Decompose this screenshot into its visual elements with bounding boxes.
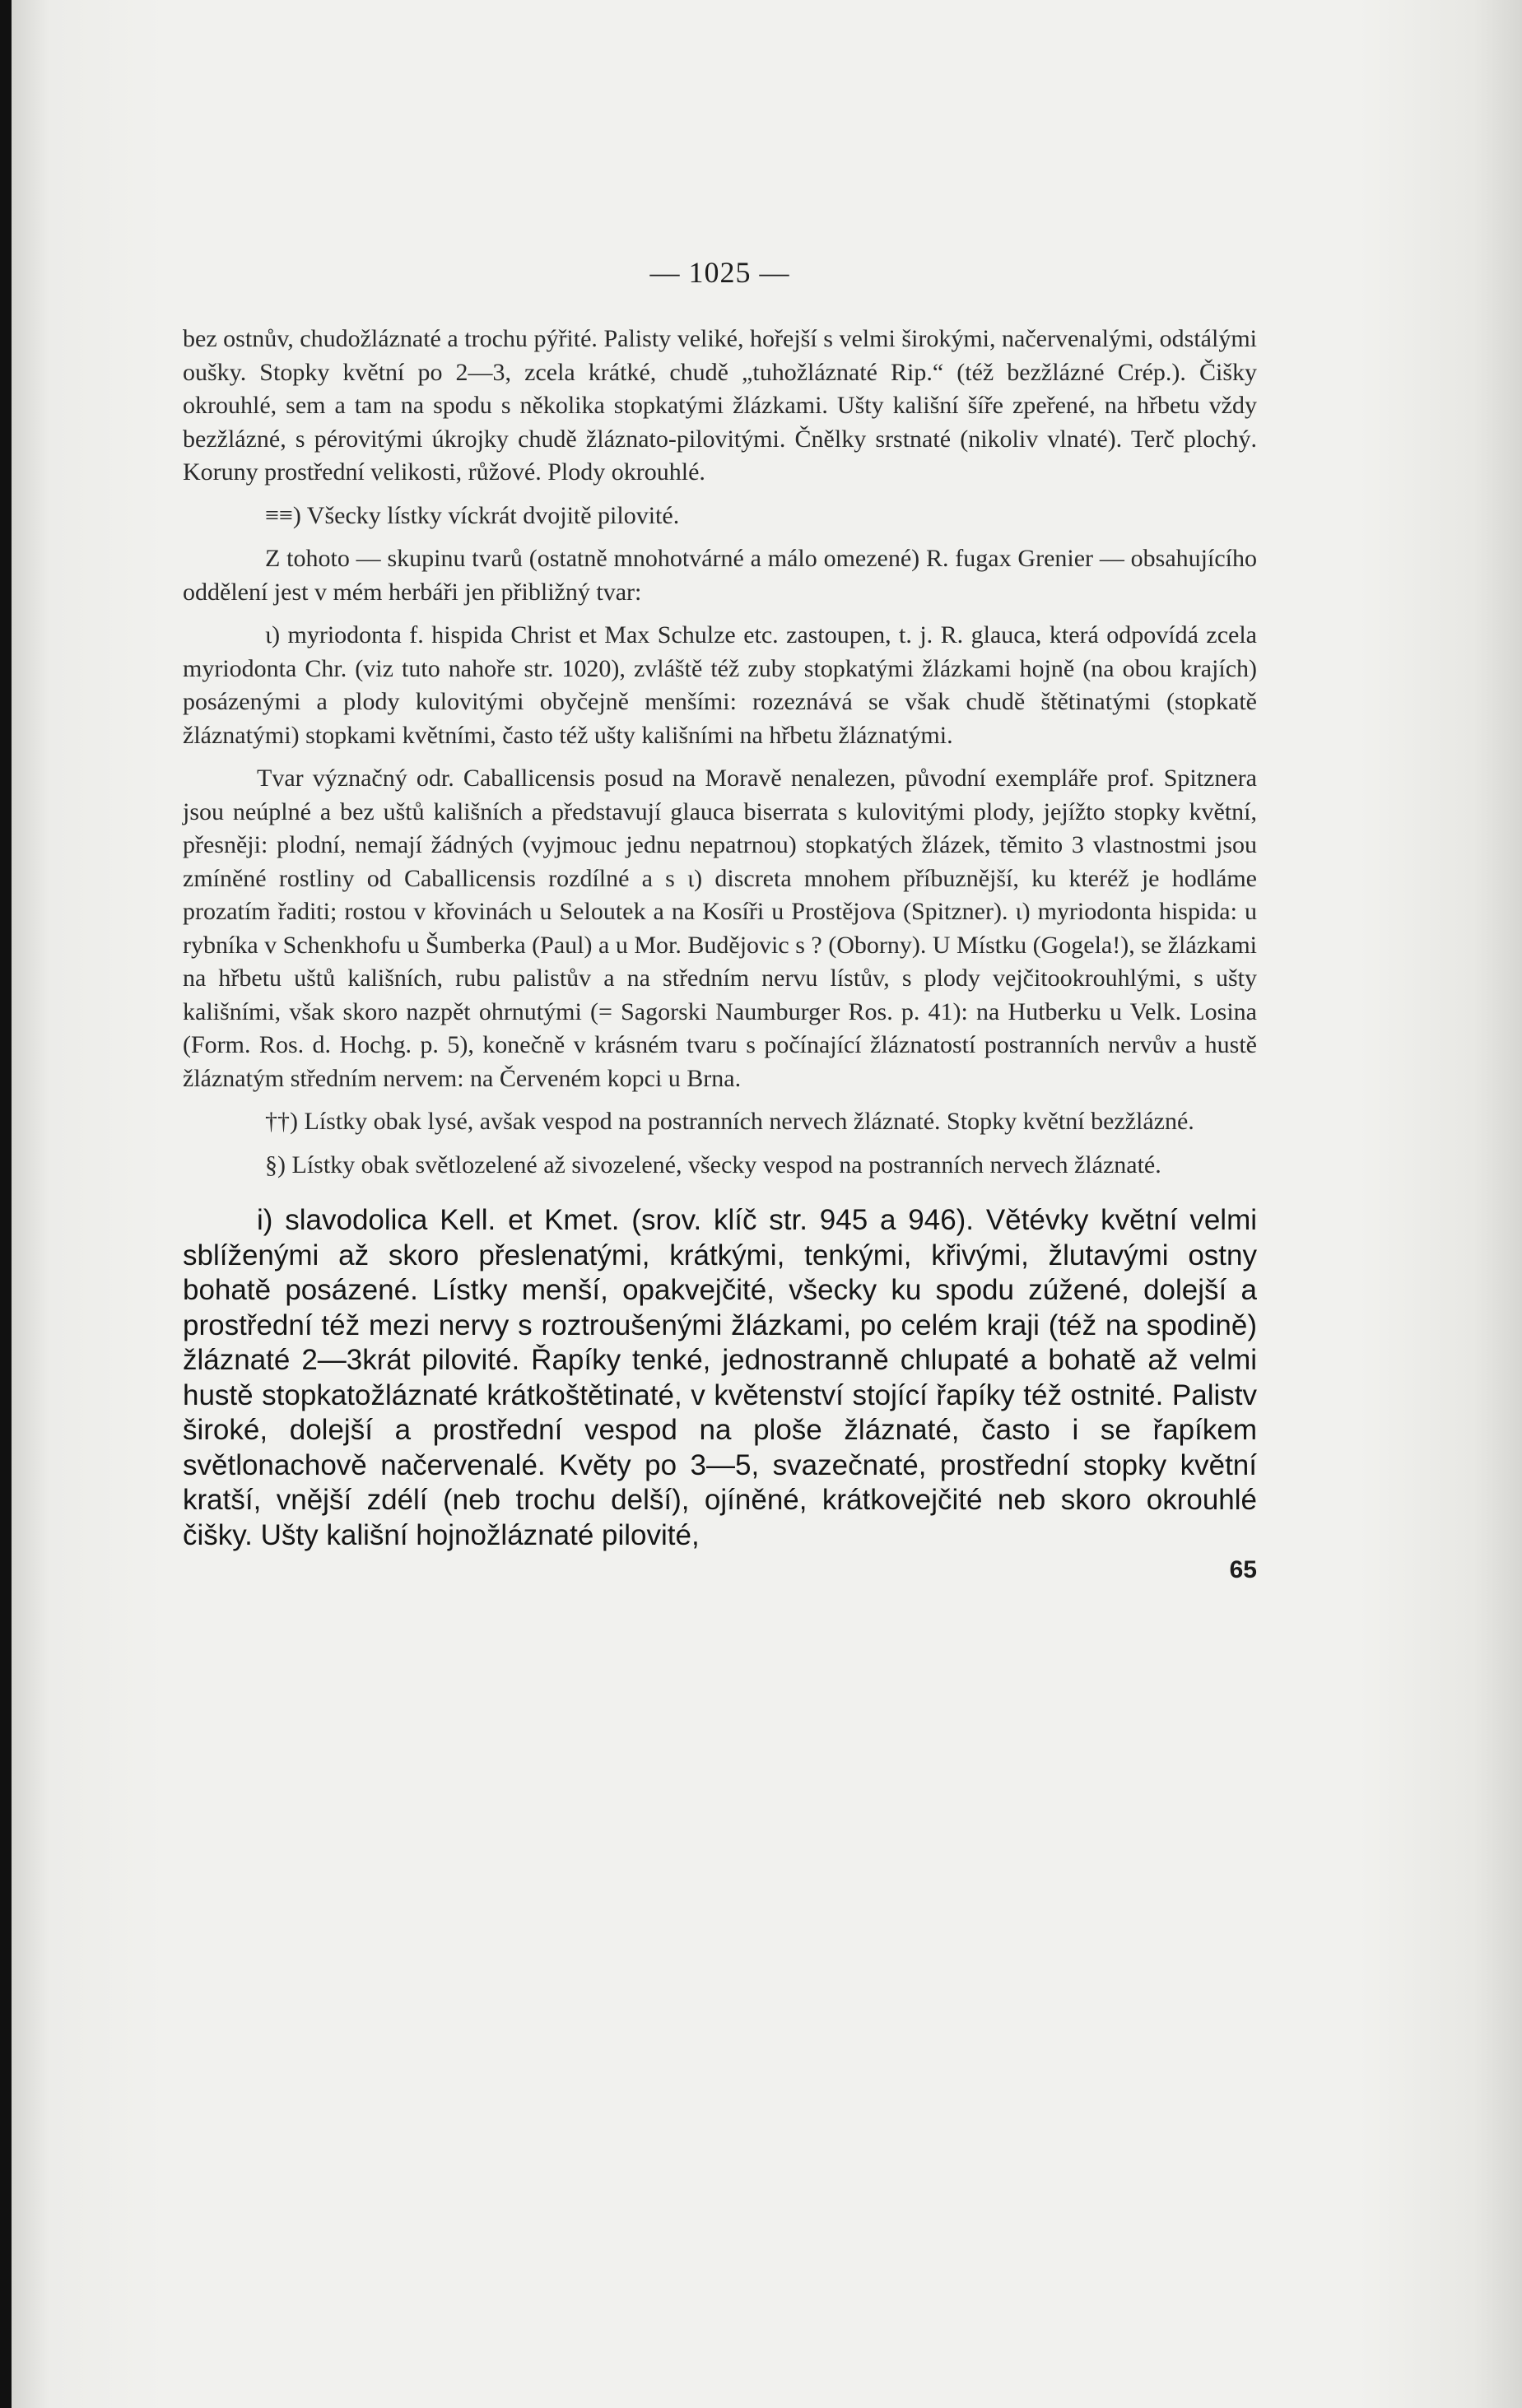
page-content — [183, 255, 1257, 1584]
page-number-header: — 1025 — — [649, 256, 790, 289]
paragraph-2: ≡≡) Všecky lístky víckrát dvojitě pilovité. — [265, 501, 680, 529]
paragraph-3: Z tohoto — skupinu tvarů (ostatně mnohotvárné a málo omezené) R. fugax Grenier — obsahujícího oddělení jest v mém herbáři jen přibližný tvar: — [183, 545, 1257, 606]
paragraph-7: §) Lístky obak světlozelené až sivozelené, všecky vespod na postranních nervech žláznaté. — [265, 1151, 1161, 1178]
scan-edge — [0, 0, 12, 2408]
signature-mark: 65 — [1229, 1556, 1257, 1583]
small-print-section — [183, 323, 1257, 1182]
main-paragraph: i) slavodolica Kell. et Kmet. (srov. klíč str. 945 a 946). Větévky květní velmi sblíženými až skoro přeslenatými, krátkými, tenkými, křivými, žlutavými ostny bohatě posázené. Lístky menší, opakvejčité, všecky ku spodu zúžené, dolejší a prostřední též mezi nervy s roztroušenými žlázkami, po celém kraji (též na spodině) žláznaté 2—3krát pilovité. Řapíky tenké, jednostranně chlupaté a bohatě až velmi hustě stopkatožláznaté krátkoštětinaté, v květenství stojící řapíky též ostnité. Palistv široké, dolejší a prostřední vespod na ploše žláznaté, často i se řapíkem světlonachově načervenalé. Květy po 3—5, svazečnaté, prostřední stopky květní kratší, vnější zdélí (neb trochu delší), ojíněné, krátkovejčité neb skoro okrouhlé čišky. Ušty kališní hojnožláznaté pilovité, — [183, 1204, 1257, 1551]
paragraph-5: Tvar význačný odr. Caballicensis posud na Moravě nenalezen, původní exempláře prof. Spitznera jsou neúplné a bez uštů kališních a představují glauca biserrata s kulovitými plody, jejížto stopky květní, přesněji: plodní, nemají žádných (vyjmouc jednu nepatrnou) stopkatých žlázek, těmito 3 vlastnostmi jsou zmíněné rostliny od Caballicensis rozdílné a s ι) discreta mnohem příbuznější, ku kteréž je hodláme prozatím řaditi; rostou v křovinách u Seloutek a na Kosíři u Prostějova (Spitzner). ι) myriodonta hispida: u rybníka v Schenkhofu u Šumberka (Paul) a u Mor. Budějovic s ? (Oborny). U Místku (Gogela!), se žlázkami na hřbetu uštů kališních, rubu palistův a na středním nervu lístův, s plody vejčitookrouhlými, s ušty kališními, však skoro nazpět ohrnutými (= Sagorski Naumburger Ros. p. 41): na Hutberku u Velk. Losina (Form. Ros. d. Hochg. p. 5), konečně v krásném tvaru s počínající žláznatostí postranních nervův a hustě žláznatým středním nervem: na Červeném kopci u Brna. — [183, 765, 1257, 1092]
main-text-section — [183, 1203, 1257, 1553]
paragraph-4: ι) myriodonta f. hispida Christ et Max Schulze etc. zastoupen, t. j. R. glauca, která odpovídá zcela myriodonta Chr. (viz tuto nahoře str. 1020), zvláště též zuby stopkatými žlázkami hojně (na obou krajích) posázenými a plody kulovitými obyčejně menšími: rozeznává se však chudě štětinatými (stopkatě žláznatými) stopkami květními, často též ušty kališními na hřbetu žláznatými. — [183, 621, 1257, 749]
paragraph-1: bez ostnův, chudožláznaté a trochu pýřité. Palisty veliké, hořejší s velmi širokými, načervenalými, odstálými oušky. Stopky květní po 2—3, zcela krátké, chudě „tuhožláznaté Rip.“ (též bezžlázné Crép.). Čišky okrouhlé, sem a tam na spodu s několika stopkatými žlázkami. Ušty kališní šíře zpeřené, na hřbetu vždy bezžlázné, s pérovitými úkrojky chudě žláznato-pilovitými. Čnělky srstnaté (nikoliv vlnaté). Terč plochý. Koruny prostřední velikosti, růžové. Plody okrouhlé. — [183, 325, 1257, 486]
paragraph-6: ††) Lístky obak lysé, avšak vespod na postranních nervech žláznaté. Stopky květní bezžlázné. — [265, 1108, 1194, 1135]
